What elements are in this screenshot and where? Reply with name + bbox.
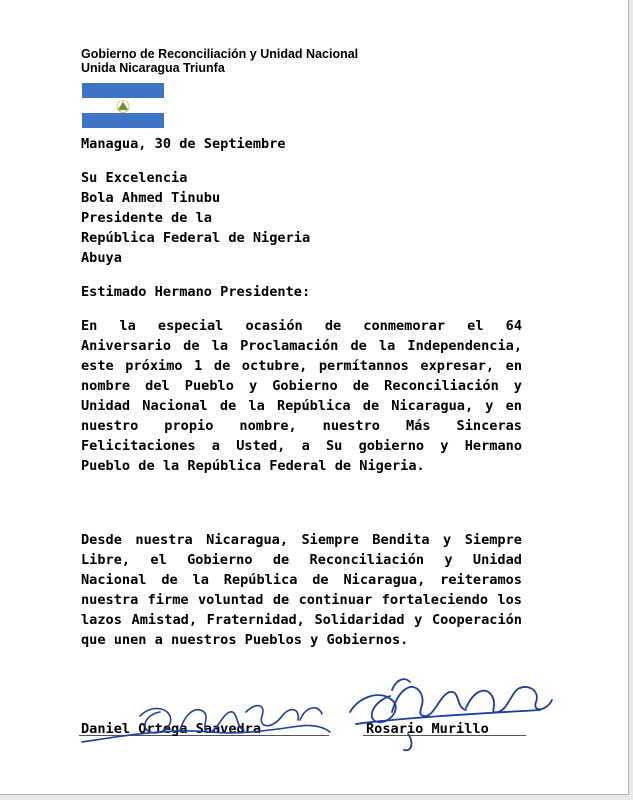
recipient-address bbox=[81, 168, 310, 268]
letterhead-government-name: Gobierno de Reconciliación y Unidad Nacional bbox=[81, 47, 359, 61]
letterhead-slogan: Unida Nicaragua Triunfa bbox=[81, 61, 225, 75]
signatory-name: Rosario Murillo bbox=[366, 721, 489, 737]
body-paragraph: Desde nuestra Nicaragua, Siempre Bendita y Siempre Libre, el Gobierno de Reconciliación y Unidad Nacional de la República de Nicaragua, reiteramos nuestra firme voluntad de continuar fortaleciendo los lazos Amistad, Fraternidad, Solidaridad y Cooperación que unen a nuestros Pueblos y Gobiernos. bbox=[81, 532, 522, 648]
recipient-line: Presidente de la bbox=[81, 210, 212, 226]
recipient-line: Su Excelencia bbox=[81, 170, 188, 186]
body-paragraph: En la especial ocasión de conmemorar el 64 Aniversario de la Proclamación de la Independencia, este próximo 1 de octubre, permítannos expresar, en nombre del Pueblo y Gobierno de Reconciliación y Unidad Nacional de la República de Nicaragua, y en nuestro propio nombre, nuestro Más Sinceras Felicitaciones a Usted, a Su gobierno y Hermano Pueblo de la República Federal de Nigeria. bbox=[81, 318, 522, 474]
recipient-line: República Federal de Nigeria bbox=[81, 230, 311, 246]
viewer-edge bbox=[629, 0, 633, 800]
letterhead bbox=[81, 47, 358, 75]
salutation: Estimado Hermano Presidente: bbox=[81, 284, 311, 300]
nicaragua-flag-icon bbox=[82, 83, 164, 128]
letter-date: Managua, 30 de Septiembre bbox=[81, 136, 286, 152]
signatory-name: Daniel Ortega Saavedra bbox=[81, 721, 262, 737]
recipient-line: Bola Ahmed Tinubu bbox=[81, 190, 221, 206]
signature-scribble-2 bbox=[350, 679, 552, 750]
recipient-line: Abuya bbox=[81, 250, 122, 266]
viewer-edge bbox=[0, 795, 633, 800]
